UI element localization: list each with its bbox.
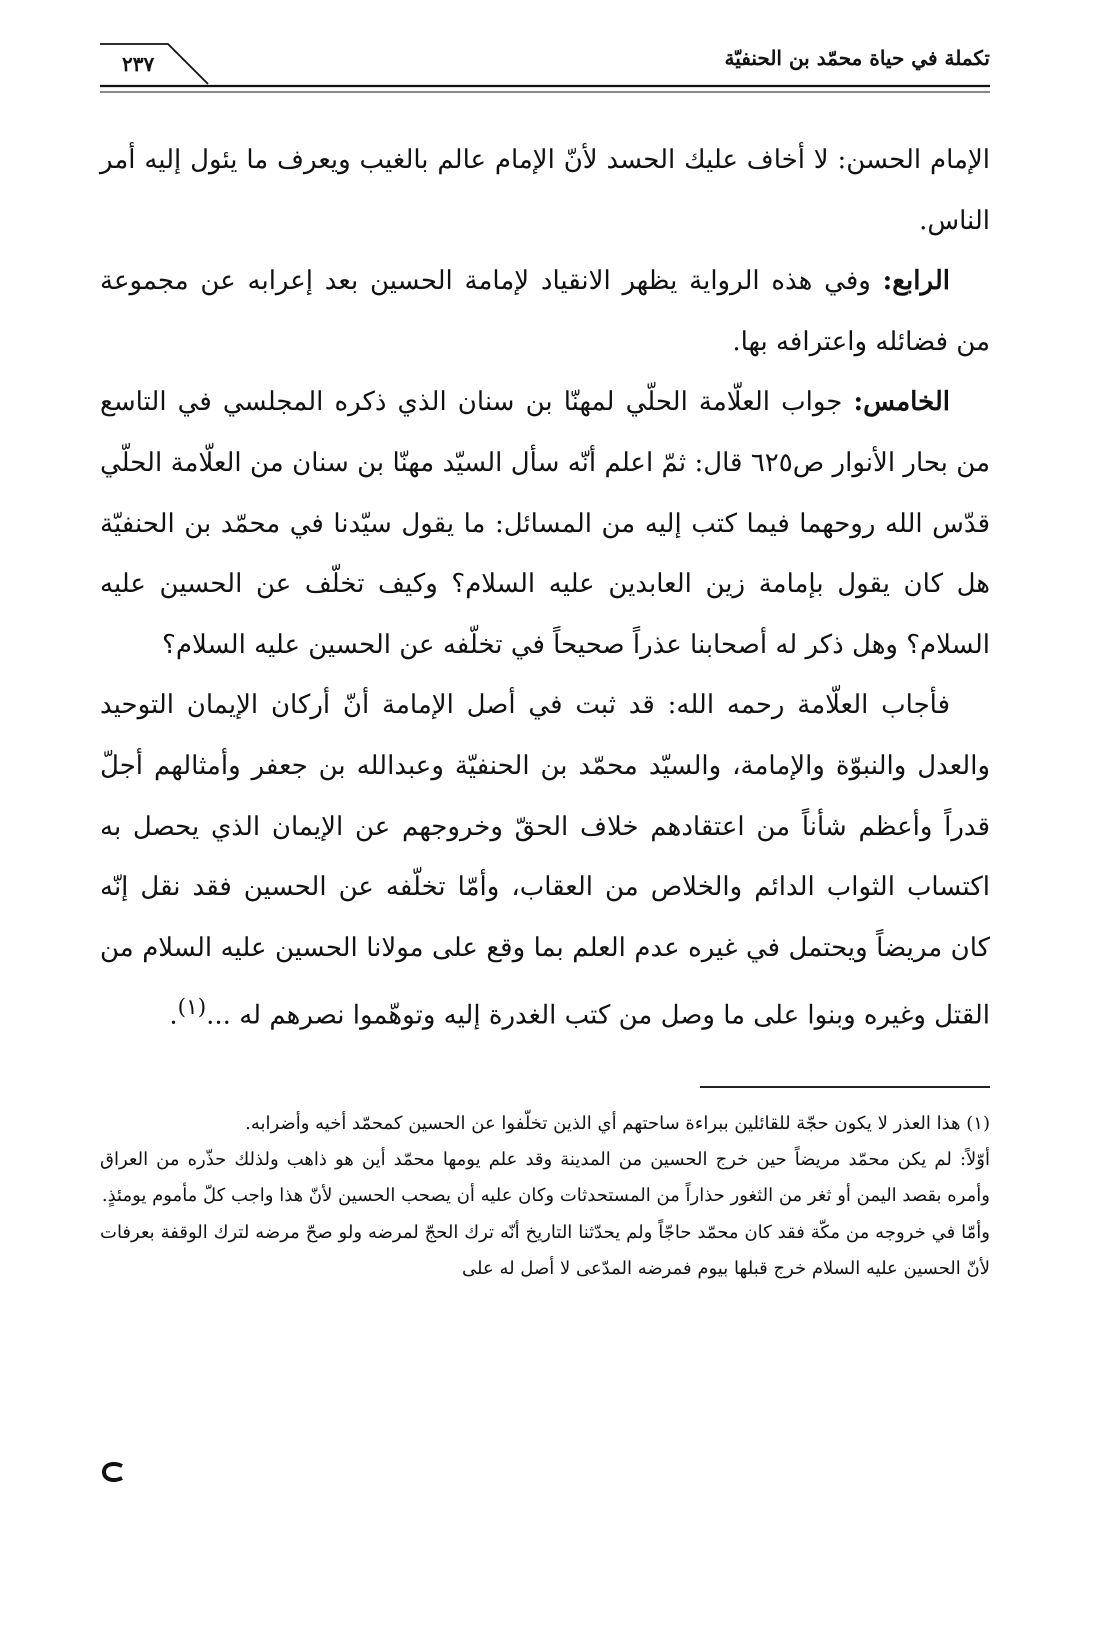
continuation-mark-icon — [100, 1462, 126, 1482]
footnote-separator — [700, 1086, 990, 1088]
paragraph-text: وفي هذه الرواية يظهر الانقياد لإمامة الحسين بعد إعرابه عن مجموعة من فضائله واعترافه بها. — [100, 266, 990, 357]
paragraph — [100, 251, 990, 372]
footnote-text: هذا العذر لا يكون حجّة للقائلين ببراءة ساحتهم أي الذين تخلّفوا عن الحسين كمحمّد أخيه وأضرابه. — [245, 1113, 967, 1134]
running-title: تكملة في حياة محمّد بن الحنفيّة — [724, 46, 990, 70]
footnote-paragraph: أوّلاً: لم يكن محمّد مريضاً حين خرج الحسين من المدينة وقد علم يومها محمّد أين هو ذاهب ولذلك حذّره من العراق وأمره بقصد اليمن أو ثغر من الثغور حذاراً من المستحدثات وكان عليه أن يصحب الحسين لأنّ هذا واجب كلّ مأموم يومئذٍ. — [100, 1149, 990, 1207]
footnote — [100, 1106, 990, 1142]
paragraph: الإمام الحسن: لا أخاف عليك الحسد لأنّ الإمام عالم بالغيب ويعرف ما يئول إليه أمر الناس. — [100, 145, 990, 236]
paragraph-text: فأجاب العلّامة رحمه الله: قد ثبت في أصل الإمامة أنّ أركان الإيمان التوحيد والعدل والنبوّة والإمامة، والسيّد محمّد بن الحنفيّة وعبدالله بن جعفر وأمثالهم أجلّ قدراً وأعظم شأناً من اعتقادهم خلاف الحقّ وخروجهم عن الإيمان الذي يحصل به اكتساب الثواب الدائم والخلاص من العقاب، وأمّا تخلّفه عن الحسين فقد نقل إنّه كان مريضاً ويحتمل في غيره عدم العلم بما وقع على مولانا الحسين عليه السلام من القتل وغيره وبنوا على ما وصل من كتب الغدرة إليه وتوهّموا نصرهم له ... — [100, 690, 990, 1031]
paragraph-lead: الرابع: — [882, 266, 950, 297]
footnotes — [100, 1106, 990, 1287]
footnote-reference[interactable]: (١) — [177, 995, 207, 1021]
paragraph-lead: الخامس: — [853, 387, 951, 418]
footnote-paragraph: وأمّا في خروجه من مكّة فقد كان محمّد حاجّاً ولم يحدّثنا التاريخ أنّه ترك الحجّ لمرضه ولو صحّ مرضه لترك الوقفة بعرفات لأنّ الحسين عليه السلام خرج قبلها بيوم فمرضه المدّعى لا أصل له على — [100, 1221, 990, 1279]
page-number: ٢٣٧ — [122, 52, 155, 76]
page-header — [100, 40, 990, 100]
main-text — [100, 130, 990, 1047]
paragraph — [100, 675, 990, 1046]
paragraph-text: جواب العلّامة الحلّي لمهنّا بن سنان الذي ذكره المجلسي في التاسع من بحار الأنوار ص٦٢٥ قال: ثمّ اعلم أنّه سأل السيّد مهنّا بن سنان من العلّامة الحلّي قدّس الله روحهما فيما كتب إليه من المسائل: ما يقول سيّدنا في محمّد بن الحنفيّة هل كان يقول بإمامة زين العابدين عليه السلام؟ وكيف تخلّف عن الحسين عليه السلام؟ وهل ذكر له أصحابنا عذراً صحيحاً في تخلّفه عن الحسين عليه السلام؟ — [100, 387, 990, 660]
paragraph-end: . — [169, 1000, 178, 1031]
footnote-number: (١) — [966, 1113, 990, 1134]
paragraph — [100, 372, 990, 675]
